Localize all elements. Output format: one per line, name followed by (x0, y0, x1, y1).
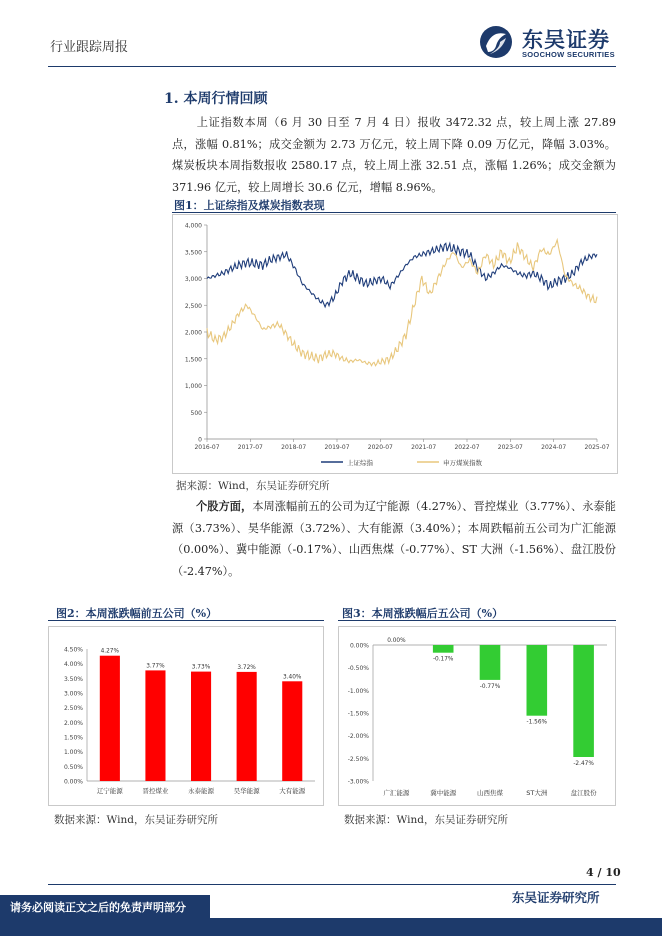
legend-label: 上证综指 (347, 459, 373, 467)
footer-divider (48, 884, 616, 885)
stock-review-text: 本周涨幅前五的公司为辽宁能源（4.27%）、晋控煤业（3.77%）、永泰能源（3.73%）、昊华能源（3.72%）、大有能源（3.40%）；本周跌幅前五公司为广汇能源（0.00%）、冀中能源（-0.17%）、山西焦煤（-0.77%）、ST 大洲（-1.56%）、盘江股份（-2.47%）。 (172, 500, 616, 578)
figure1-source: 据来源：Wind，东吴证券研究所 (176, 480, 330, 492)
bar-晋控煤业 (145, 670, 165, 781)
x-tick-label: 2018-07 (281, 444, 307, 451)
y-tick-label: 3,000 (184, 276, 202, 283)
y-tick-label: 1,000 (184, 383, 202, 390)
y-tick-label: 0 (198, 436, 202, 444)
y-tick-label: 2.50% (63, 705, 83, 713)
y-tick-label: 1.00% (63, 749, 83, 757)
market-review-text: 上证指数本周（6 月 30 日至 7 月 4 日）报收 3472.32 点，较上周上涨 27.89 点，涨幅 0.81%；成交金额为 2.73 万亿元，较上周下降 0.09 万亿元，降幅 3.03%。煤炭板块本周指数报收 2580.17 点，较上周上涨 32.51 点，涨幅 1.26%；成交金额为 371.96 亿元，较上周增长 30.6 亿元，增幅 8.96%。 (172, 116, 616, 194)
footer-organization: 东吴证券研究所 (512, 890, 600, 905)
section-title: 1. 本周行情回顾 (164, 91, 268, 107)
figure3-bar-chart (339, 627, 615, 805)
figure2-source: 数据来源：Wind，东吴证券研究所 (54, 814, 218, 826)
figure1-title: 图1：上证综指及煤炭指数表现 (174, 199, 325, 212)
figure3-source: 数据来源：Wind，东吴证券研究所 (344, 814, 508, 826)
disclaimer-link[interactable]: 请务必阅读正文之后的免责声明部分 (10, 901, 186, 914)
y-tick-label: -1.00% (347, 687, 369, 695)
report-category: 行业跟踪周报 (50, 40, 129, 55)
data-label: 3.72% (237, 664, 256, 671)
figure3-title: 图3：本周涨跌幅后五公司（%） (342, 607, 504, 620)
x-tick-label: 2023-07 (497, 444, 523, 451)
y-tick-label: 1.50% (63, 734, 83, 742)
y-tick-label: 3,500 (184, 249, 202, 257)
y-tick-label: 3.50% (63, 675, 83, 683)
y-tick-label: 500 (190, 409, 202, 417)
bar-冀中能源 (433, 645, 454, 653)
x-tick-label: 2021-07 (411, 444, 437, 451)
category-label: 大有能源 (279, 787, 306, 795)
page-number: 4 / 10 (586, 866, 621, 879)
y-tick-label: -3.00% (347, 778, 369, 786)
y-tick-label: 2,500 (184, 302, 202, 310)
brand-mark-icon (478, 24, 518, 60)
figure3-title-rule (338, 620, 616, 621)
bar-辽宁能源 (100, 656, 120, 781)
x-tick-label: 2020-07 (367, 444, 393, 451)
category-label: 山西焦煤 (477, 789, 503, 797)
y-tick-label: 2,000 (184, 329, 202, 337)
market-review-paragraph (172, 112, 616, 198)
y-tick-label: -2.00% (347, 733, 369, 741)
x-tick-label: 2017-07 (237, 444, 263, 451)
data-label: 3.73% (191, 664, 211, 671)
figure2-title: 图2：本周涨跌幅前五公司（%） (56, 607, 218, 620)
y-tick-label: 2.00% (63, 719, 83, 727)
figure2-chart-frame (48, 626, 324, 806)
header-divider (48, 66, 616, 67)
data-label: -0.77% (479, 683, 501, 690)
figure1-chart-frame (172, 214, 618, 474)
bar-昊华能源 (237, 672, 257, 781)
stock-review-paragraph (172, 496, 616, 582)
figure2-title-rule (48, 620, 324, 621)
x-tick-label: 2022-07 (454, 444, 480, 451)
stock-review-lead: 个股方面， (196, 499, 253, 513)
data-label: 3.40% (282, 674, 302, 681)
y-tick-label: -0.50% (347, 665, 369, 673)
y-tick-label: 0.00% (349, 642, 369, 650)
logo-text-cn: 东吴证券 (522, 28, 610, 52)
x-tick-label: 2025-07 (584, 444, 610, 451)
bar-永泰能源 (191, 672, 211, 781)
y-tick-label: 4,000 (184, 222, 202, 230)
data-label: -0.17% (432, 656, 454, 663)
category-label: 辽宁能源 (96, 787, 123, 795)
category-label: ST大洲 (526, 789, 548, 797)
bar-大有能源 (282, 681, 302, 781)
category-label: 昊华能源 (233, 787, 260, 795)
figure1-line-chart (173, 215, 617, 473)
category-label: 冀中能源 (430, 789, 457, 797)
legend-label: 申万煤炭指数 (443, 459, 482, 467)
figure1-title-rule (172, 212, 616, 213)
x-tick-label: 2019-07 (324, 444, 350, 451)
figure3-chart-frame (338, 626, 616, 806)
logo-text-en: SOOCHOW SECURITIES (522, 50, 615, 59)
data-label: 3.77% (146, 663, 165, 670)
data-label: -2.47% (573, 760, 594, 767)
y-tick-label: 3.00% (63, 690, 83, 698)
data-label: -1.56% (526, 719, 548, 726)
category-label: 广汇能源 (383, 789, 410, 797)
brand-logo (478, 24, 628, 60)
figure2-bar-chart (49, 627, 323, 805)
y-tick-label: -2.50% (347, 755, 369, 763)
y-tick-label: 1,500 (184, 356, 202, 364)
y-tick-label: 0.00% (63, 778, 83, 786)
bar-盘江股份 (573, 645, 594, 757)
category-label: 盘江股份 (570, 789, 597, 797)
x-tick-label: 2024-07 (541, 444, 567, 451)
y-tick-label: 4.50% (63, 646, 83, 654)
y-tick-label: -1.50% (347, 710, 369, 718)
category-label: 晋控煤业 (142, 787, 169, 795)
footer-strip (0, 918, 662, 936)
bar-ST大洲 (527, 645, 548, 716)
data-label: 4.27% (100, 648, 120, 655)
bar-山西焦煤 (480, 645, 501, 680)
y-tick-label: 4.00% (63, 661, 83, 669)
category-label: 永泰能源 (188, 787, 214, 795)
x-tick-label: 2016-07 (194, 444, 220, 451)
data-label: 0.00% (387, 638, 406, 644)
y-tick-label: 0.50% (63, 763, 83, 771)
